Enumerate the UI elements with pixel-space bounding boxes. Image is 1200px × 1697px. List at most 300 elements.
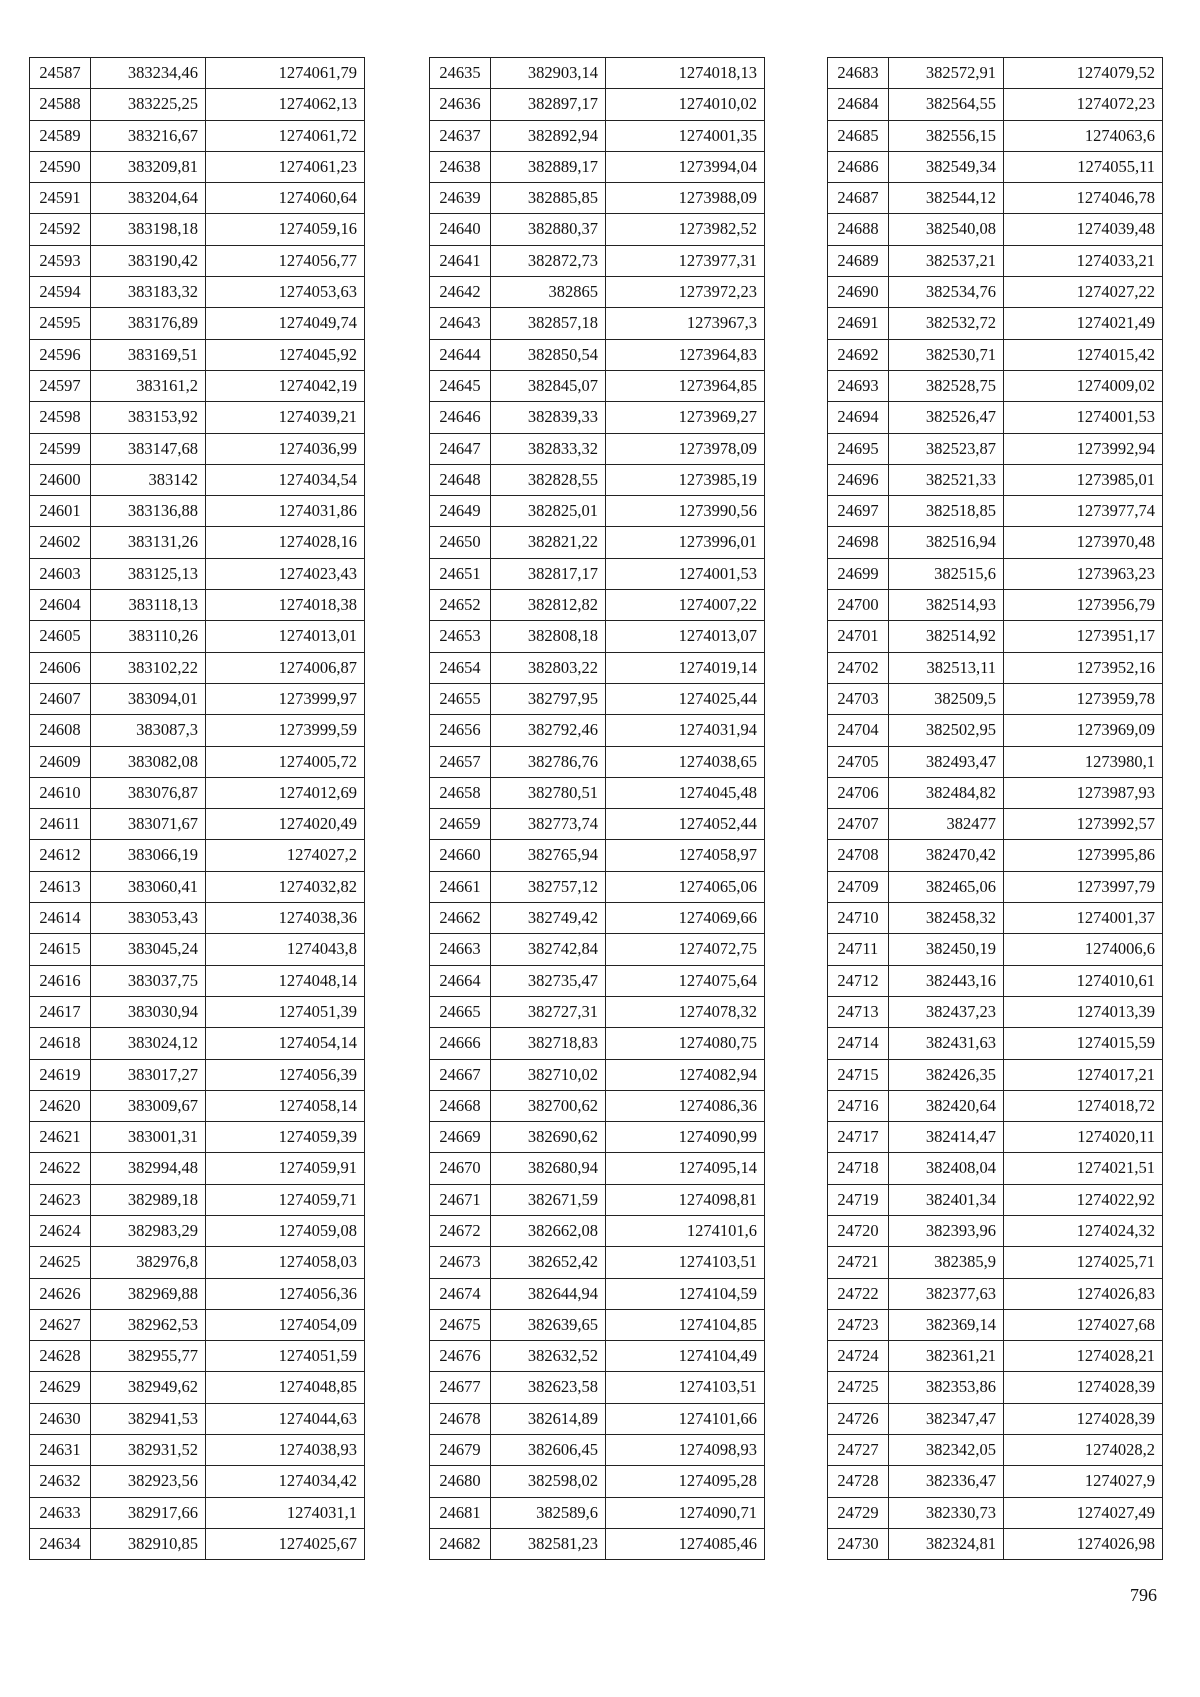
x-coordinate-cell: 382880,37 bbox=[491, 214, 606, 245]
point-number-cell: 24611 bbox=[30, 809, 91, 840]
table-row bbox=[430, 339, 765, 370]
x-coordinate-cell: 382437,23 bbox=[889, 996, 1004, 1027]
table-row bbox=[430, 621, 765, 652]
table-row bbox=[430, 777, 765, 808]
table-row bbox=[30, 1059, 365, 1090]
point-number-cell: 24595 bbox=[30, 308, 91, 339]
table-row bbox=[828, 464, 1163, 495]
x-coordinate-cell: 382889,17 bbox=[491, 151, 606, 182]
x-coordinate-cell: 383136,88 bbox=[91, 496, 206, 527]
x-coordinate-cell: 382534,76 bbox=[889, 277, 1004, 308]
point-number-cell: 24674 bbox=[430, 1278, 491, 1309]
point-number-cell: 24704 bbox=[828, 715, 889, 746]
table-row bbox=[30, 777, 365, 808]
y-coordinate-cell: 1273977,31 bbox=[606, 245, 765, 276]
y-coordinate-cell: 1274080,75 bbox=[606, 1028, 765, 1059]
table-row bbox=[828, 871, 1163, 902]
table-row bbox=[30, 245, 365, 276]
y-coordinate-cell: 1273985,01 bbox=[1004, 464, 1163, 495]
y-coordinate-cell: 1274001,37 bbox=[1004, 903, 1163, 934]
table-row bbox=[430, 1497, 765, 1528]
table-row bbox=[828, 1497, 1163, 1528]
x-coordinate-cell: 383037,75 bbox=[91, 965, 206, 996]
point-number-cell: 24602 bbox=[30, 527, 91, 558]
point-number-cell: 24687 bbox=[828, 183, 889, 214]
table-row bbox=[828, 527, 1163, 558]
point-number-cell: 24667 bbox=[430, 1059, 491, 1090]
x-coordinate-cell: 382644,94 bbox=[491, 1278, 606, 1309]
y-coordinate-cell: 1274013,39 bbox=[1004, 996, 1163, 1027]
point-number-cell: 24605 bbox=[30, 621, 91, 652]
x-coordinate-cell: 382839,33 bbox=[491, 402, 606, 433]
table-row bbox=[30, 840, 365, 871]
y-coordinate-cell: 1274059,91 bbox=[206, 1153, 365, 1184]
table-row bbox=[30, 1122, 365, 1153]
x-coordinate-cell: 382330,73 bbox=[889, 1497, 1004, 1528]
y-coordinate-cell: 1274039,21 bbox=[206, 402, 365, 433]
x-coordinate-cell: 383045,24 bbox=[91, 934, 206, 965]
point-number-cell: 24702 bbox=[828, 652, 889, 683]
point-number-cell: 24631 bbox=[30, 1435, 91, 1466]
y-coordinate-cell: 1274019,14 bbox=[606, 652, 765, 683]
coordinate-table-1 bbox=[29, 57, 365, 1560]
point-number-cell: 24720 bbox=[828, 1215, 889, 1246]
table-row bbox=[430, 402, 765, 433]
y-coordinate-cell: 1274044,63 bbox=[206, 1403, 365, 1434]
x-coordinate-cell: 382917,66 bbox=[91, 1497, 206, 1528]
table-row bbox=[430, 652, 765, 683]
x-coordinate-cell: 382426,35 bbox=[889, 1059, 1004, 1090]
x-coordinate-cell: 382514,92 bbox=[889, 621, 1004, 652]
x-coordinate-cell: 383131,26 bbox=[91, 527, 206, 558]
point-number-cell: 24679 bbox=[430, 1435, 491, 1466]
y-coordinate-cell: 1274059,71 bbox=[206, 1184, 365, 1215]
y-coordinate-cell: 1274020,11 bbox=[1004, 1122, 1163, 1153]
point-number-cell: 24623 bbox=[30, 1184, 91, 1215]
point-number-cell: 24663 bbox=[430, 934, 491, 965]
table-row bbox=[828, 1247, 1163, 1278]
table-row bbox=[430, 1247, 765, 1278]
table-row bbox=[430, 433, 765, 464]
table-row bbox=[30, 1372, 365, 1403]
y-coordinate-cell: 1274036,99 bbox=[206, 433, 365, 464]
y-coordinate-cell: 1274062,13 bbox=[206, 89, 365, 120]
table-row bbox=[30, 1278, 365, 1309]
x-coordinate-cell: 382544,12 bbox=[889, 183, 1004, 214]
x-coordinate-cell: 382385,9 bbox=[889, 1247, 1004, 1278]
table-row bbox=[430, 277, 765, 308]
table-row bbox=[430, 214, 765, 245]
table-row bbox=[30, 89, 365, 120]
table-row bbox=[30, 402, 365, 433]
point-number-cell: 24644 bbox=[430, 339, 491, 370]
y-coordinate-cell: 1274010,61 bbox=[1004, 965, 1163, 996]
x-coordinate-cell: 382377,63 bbox=[889, 1278, 1004, 1309]
table-row bbox=[828, 558, 1163, 589]
x-coordinate-cell: 382690,62 bbox=[491, 1122, 606, 1153]
x-coordinate-cell: 383071,67 bbox=[91, 809, 206, 840]
table-row bbox=[30, 996, 365, 1027]
x-coordinate-cell: 383060,41 bbox=[91, 871, 206, 902]
point-number-cell: 24607 bbox=[30, 683, 91, 714]
x-coordinate-cell: 382652,42 bbox=[491, 1247, 606, 1278]
point-number-cell: 24591 bbox=[30, 183, 91, 214]
table-row bbox=[828, 590, 1163, 621]
x-coordinate-cell: 383169,51 bbox=[91, 339, 206, 370]
table-row bbox=[430, 746, 765, 777]
x-coordinate-cell: 382803,22 bbox=[491, 652, 606, 683]
point-number-cell: 24633 bbox=[30, 1497, 91, 1528]
table-row bbox=[828, 652, 1163, 683]
y-coordinate-cell: 1274039,48 bbox=[1004, 214, 1163, 245]
x-coordinate-cell: 382598,02 bbox=[491, 1466, 606, 1497]
y-coordinate-cell: 1273992,94 bbox=[1004, 433, 1163, 464]
y-coordinate-cell: 1274054,14 bbox=[206, 1028, 365, 1059]
y-coordinate-cell: 1274078,32 bbox=[606, 996, 765, 1027]
table-row bbox=[430, 715, 765, 746]
y-coordinate-cell: 1274059,08 bbox=[206, 1215, 365, 1246]
y-coordinate-cell: 1274052,44 bbox=[606, 809, 765, 840]
y-coordinate-cell: 1274043,8 bbox=[206, 934, 365, 965]
table-row bbox=[828, 934, 1163, 965]
y-coordinate-cell: 1274006,87 bbox=[206, 652, 365, 683]
table-row bbox=[30, 464, 365, 495]
x-coordinate-cell: 382606,45 bbox=[491, 1435, 606, 1466]
y-coordinate-cell: 1274012,69 bbox=[206, 777, 365, 808]
x-coordinate-cell: 382710,02 bbox=[491, 1059, 606, 1090]
table-row bbox=[430, 245, 765, 276]
y-coordinate-cell: 1273972,23 bbox=[606, 277, 765, 308]
y-coordinate-cell: 1274056,39 bbox=[206, 1059, 365, 1090]
table-row bbox=[828, 183, 1163, 214]
point-number-cell: 24634 bbox=[30, 1528, 91, 1559]
x-coordinate-cell: 382572,91 bbox=[889, 58, 1004, 89]
table-row bbox=[430, 1435, 765, 1466]
table-row bbox=[30, 1184, 365, 1215]
table-row bbox=[30, 58, 365, 89]
table-row bbox=[828, 1153, 1163, 1184]
point-number-cell: 24651 bbox=[430, 558, 491, 589]
x-coordinate-cell: 382353,86 bbox=[889, 1372, 1004, 1403]
point-number-cell: 24645 bbox=[430, 370, 491, 401]
point-number-cell: 24697 bbox=[828, 496, 889, 527]
table-row bbox=[828, 1372, 1163, 1403]
table-row bbox=[30, 558, 365, 589]
x-coordinate-cell: 383017,27 bbox=[91, 1059, 206, 1090]
x-coordinate-cell: 382477 bbox=[889, 809, 1004, 840]
y-coordinate-cell: 1273969,27 bbox=[606, 402, 765, 433]
point-number-cell: 24627 bbox=[30, 1309, 91, 1340]
y-coordinate-cell: 1274061,23 bbox=[206, 151, 365, 182]
table-row bbox=[430, 183, 765, 214]
table-row bbox=[30, 1403, 365, 1434]
point-number-cell: 24592 bbox=[30, 214, 91, 245]
x-coordinate-cell: 383204,64 bbox=[91, 183, 206, 214]
y-coordinate-cell: 1274015,42 bbox=[1004, 339, 1163, 370]
x-coordinate-cell: 382516,94 bbox=[889, 527, 1004, 558]
y-coordinate-cell: 1274028,16 bbox=[206, 527, 365, 558]
table-row bbox=[828, 1184, 1163, 1215]
y-coordinate-cell: 1273982,52 bbox=[606, 214, 765, 245]
x-coordinate-cell: 382521,33 bbox=[889, 464, 1004, 495]
point-number-cell: 24710 bbox=[828, 903, 889, 934]
x-coordinate-cell: 382955,77 bbox=[91, 1341, 206, 1372]
y-coordinate-cell: 1274095,14 bbox=[606, 1153, 765, 1184]
y-coordinate-cell: 1274022,92 bbox=[1004, 1184, 1163, 1215]
y-coordinate-cell: 1273952,16 bbox=[1004, 652, 1163, 683]
y-coordinate-cell: 1273951,17 bbox=[1004, 621, 1163, 652]
table-row bbox=[828, 683, 1163, 714]
y-coordinate-cell: 1274104,59 bbox=[606, 1278, 765, 1309]
y-coordinate-cell: 1274098,81 bbox=[606, 1184, 765, 1215]
point-number-cell: 24653 bbox=[430, 621, 491, 652]
table-row bbox=[30, 621, 365, 652]
x-coordinate-cell: 383153,92 bbox=[91, 402, 206, 433]
x-coordinate-cell: 382556,15 bbox=[889, 120, 1004, 151]
point-number-cell: 24681 bbox=[430, 1497, 491, 1528]
table-row bbox=[30, 120, 365, 151]
y-coordinate-cell: 1274026,98 bbox=[1004, 1528, 1163, 1559]
point-number-cell: 24600 bbox=[30, 464, 91, 495]
coordinate-tables bbox=[0, 57, 1200, 1557]
x-coordinate-cell: 382833,32 bbox=[491, 433, 606, 464]
point-number-cell: 24616 bbox=[30, 965, 91, 996]
x-coordinate-cell: 382465,06 bbox=[889, 871, 1004, 902]
x-coordinate-cell: 382484,82 bbox=[889, 777, 1004, 808]
y-coordinate-cell: 1274049,74 bbox=[206, 308, 365, 339]
y-coordinate-cell: 1274061,72 bbox=[206, 120, 365, 151]
y-coordinate-cell: 1273996,01 bbox=[606, 527, 765, 558]
y-coordinate-cell: 1274027,49 bbox=[1004, 1497, 1163, 1528]
table-row bbox=[828, 339, 1163, 370]
table-row bbox=[828, 1403, 1163, 1434]
x-coordinate-cell: 382623,58 bbox=[491, 1372, 606, 1403]
x-coordinate-cell: 382564,55 bbox=[889, 89, 1004, 120]
table-row bbox=[430, 934, 765, 965]
table-row bbox=[430, 464, 765, 495]
point-number-cell: 24711 bbox=[828, 934, 889, 965]
y-coordinate-cell: 1274001,53 bbox=[606, 558, 765, 589]
point-number-cell: 24666 bbox=[430, 1028, 491, 1059]
x-coordinate-cell: 382976,8 bbox=[91, 1247, 206, 1278]
y-coordinate-cell: 1273987,93 bbox=[1004, 777, 1163, 808]
point-number-cell: 24655 bbox=[430, 683, 491, 714]
y-coordinate-cell: 1273967,3 bbox=[606, 308, 765, 339]
y-coordinate-cell: 1274069,66 bbox=[606, 903, 765, 934]
point-number-cell: 24588 bbox=[30, 89, 91, 120]
point-number-cell: 24610 bbox=[30, 777, 91, 808]
table-row bbox=[828, 1122, 1163, 1153]
table-row bbox=[828, 1435, 1163, 1466]
point-number-cell: 24662 bbox=[430, 903, 491, 934]
point-number-cell: 24696 bbox=[828, 464, 889, 495]
y-coordinate-cell: 1273969,09 bbox=[1004, 715, 1163, 746]
table-row bbox=[828, 840, 1163, 871]
table-row bbox=[828, 715, 1163, 746]
table-row bbox=[30, 339, 365, 370]
table-row bbox=[430, 308, 765, 339]
point-number-cell: 24672 bbox=[430, 1215, 491, 1246]
table-row bbox=[30, 370, 365, 401]
table-row bbox=[30, 903, 365, 934]
y-coordinate-cell: 1274045,92 bbox=[206, 339, 365, 370]
y-coordinate-cell: 1274103,51 bbox=[606, 1247, 765, 1278]
table-row bbox=[30, 1215, 365, 1246]
x-coordinate-cell: 383024,12 bbox=[91, 1028, 206, 1059]
table-row bbox=[430, 1466, 765, 1497]
y-coordinate-cell: 1273988,09 bbox=[606, 183, 765, 214]
point-number-cell: 24617 bbox=[30, 996, 91, 1027]
x-coordinate-cell: 382581,23 bbox=[491, 1528, 606, 1559]
table-row bbox=[430, 590, 765, 621]
x-coordinate-cell: 383053,43 bbox=[91, 903, 206, 934]
point-number-cell: 24719 bbox=[828, 1184, 889, 1215]
table-row bbox=[430, 1278, 765, 1309]
table-row bbox=[828, 996, 1163, 1027]
x-coordinate-cell: 382324,81 bbox=[889, 1528, 1004, 1559]
table-row bbox=[430, 151, 765, 182]
x-coordinate-cell: 382857,18 bbox=[491, 308, 606, 339]
table-row bbox=[430, 1372, 765, 1403]
x-coordinate-cell: 382493,47 bbox=[889, 746, 1004, 777]
point-number-cell: 24597 bbox=[30, 370, 91, 401]
y-coordinate-cell: 1274058,97 bbox=[606, 840, 765, 871]
y-coordinate-cell: 1273992,57 bbox=[1004, 809, 1163, 840]
x-coordinate-cell: 383110,26 bbox=[91, 621, 206, 652]
point-number-cell: 24649 bbox=[430, 496, 491, 527]
x-coordinate-cell: 383183,32 bbox=[91, 277, 206, 308]
x-coordinate-cell: 382549,34 bbox=[889, 151, 1004, 182]
x-coordinate-cell: 382749,42 bbox=[491, 903, 606, 934]
x-coordinate-cell: 382336,47 bbox=[889, 1466, 1004, 1497]
point-number-cell: 24688 bbox=[828, 214, 889, 245]
x-coordinate-cell: 383147,68 bbox=[91, 433, 206, 464]
x-coordinate-cell: 382420,64 bbox=[889, 1090, 1004, 1121]
point-number-cell: 24713 bbox=[828, 996, 889, 1027]
x-coordinate-cell: 382892,94 bbox=[491, 120, 606, 151]
y-coordinate-cell: 1274059,39 bbox=[206, 1122, 365, 1153]
x-coordinate-cell: 382850,54 bbox=[491, 339, 606, 370]
point-number-cell: 24675 bbox=[430, 1309, 491, 1340]
point-number-cell: 24661 bbox=[430, 871, 491, 902]
point-number-cell: 24703 bbox=[828, 683, 889, 714]
point-number-cell: 24670 bbox=[430, 1153, 491, 1184]
table-row bbox=[30, 1435, 365, 1466]
point-number-cell: 24656 bbox=[430, 715, 491, 746]
table-row bbox=[430, 903, 765, 934]
x-coordinate-cell: 382941,53 bbox=[91, 1403, 206, 1434]
y-coordinate-cell: 1274072,75 bbox=[606, 934, 765, 965]
point-number-cell: 24712 bbox=[828, 965, 889, 996]
table-row bbox=[828, 214, 1163, 245]
x-coordinate-cell: 382532,72 bbox=[889, 308, 1004, 339]
table-row bbox=[430, 1528, 765, 1559]
table-row bbox=[30, 527, 365, 558]
x-coordinate-cell: 382828,55 bbox=[491, 464, 606, 495]
table-row bbox=[30, 1497, 365, 1528]
point-number-cell: 24680 bbox=[430, 1466, 491, 1497]
y-coordinate-cell: 1273997,79 bbox=[1004, 871, 1163, 902]
x-coordinate-cell: 382530,71 bbox=[889, 339, 1004, 370]
table-row bbox=[828, 746, 1163, 777]
y-coordinate-cell: 1274056,36 bbox=[206, 1278, 365, 1309]
x-coordinate-cell: 382757,12 bbox=[491, 871, 606, 902]
y-coordinate-cell: 1274075,64 bbox=[606, 965, 765, 996]
y-coordinate-cell: 1273999,97 bbox=[206, 683, 365, 714]
y-coordinate-cell: 1274056,77 bbox=[206, 245, 365, 276]
point-number-cell: 24648 bbox=[430, 464, 491, 495]
y-coordinate-cell: 1273956,79 bbox=[1004, 590, 1163, 621]
y-coordinate-cell: 1274023,43 bbox=[206, 558, 365, 589]
point-number-cell: 24609 bbox=[30, 746, 91, 777]
y-coordinate-cell: 1274028,2 bbox=[1004, 1435, 1163, 1466]
y-coordinate-cell: 1274095,28 bbox=[606, 1466, 765, 1497]
y-coordinate-cell: 1274013,01 bbox=[206, 621, 365, 652]
x-coordinate-cell: 382632,52 bbox=[491, 1341, 606, 1372]
x-coordinate-cell: 383225,25 bbox=[91, 89, 206, 120]
x-coordinate-cell: 382450,19 bbox=[889, 934, 1004, 965]
point-number-cell: 24658 bbox=[430, 777, 491, 808]
x-coordinate-cell: 382540,08 bbox=[889, 214, 1004, 245]
x-coordinate-cell: 382408,04 bbox=[889, 1153, 1004, 1184]
table-row bbox=[30, 746, 365, 777]
y-coordinate-cell: 1274085,46 bbox=[606, 1528, 765, 1559]
point-number-cell: 24705 bbox=[828, 746, 889, 777]
point-number-cell: 24683 bbox=[828, 58, 889, 89]
y-coordinate-cell: 1274065,06 bbox=[606, 871, 765, 902]
table-row bbox=[430, 965, 765, 996]
y-coordinate-cell: 1274072,23 bbox=[1004, 89, 1163, 120]
y-coordinate-cell: 1274027,22 bbox=[1004, 277, 1163, 308]
x-coordinate-cell: 382361,21 bbox=[889, 1341, 1004, 1372]
x-coordinate-cell: 382662,08 bbox=[491, 1215, 606, 1246]
table-row bbox=[30, 496, 365, 527]
y-coordinate-cell: 1274051,39 bbox=[206, 996, 365, 1027]
point-number-cell: 24700 bbox=[828, 590, 889, 621]
x-coordinate-cell: 383102,22 bbox=[91, 652, 206, 683]
x-coordinate-cell: 382470,42 bbox=[889, 840, 1004, 871]
y-coordinate-cell: 1274053,63 bbox=[206, 277, 365, 308]
x-coordinate-cell: 382825,01 bbox=[491, 496, 606, 527]
point-number-cell: 24693 bbox=[828, 370, 889, 401]
y-coordinate-cell: 1274028,21 bbox=[1004, 1341, 1163, 1372]
x-coordinate-cell: 382845,07 bbox=[491, 370, 606, 401]
x-coordinate-cell: 383190,42 bbox=[91, 245, 206, 276]
x-coordinate-cell: 382513,11 bbox=[889, 652, 1004, 683]
x-coordinate-cell: 382797,95 bbox=[491, 683, 606, 714]
point-number-cell: 24630 bbox=[30, 1403, 91, 1434]
point-number-cell: 24728 bbox=[828, 1466, 889, 1497]
y-coordinate-cell: 1274038,93 bbox=[206, 1435, 365, 1466]
table-row bbox=[30, 934, 365, 965]
table-row bbox=[430, 1403, 765, 1434]
point-number-cell: 24690 bbox=[828, 277, 889, 308]
y-coordinate-cell: 1273963,23 bbox=[1004, 558, 1163, 589]
x-coordinate-cell: 382639,65 bbox=[491, 1309, 606, 1340]
point-number-cell: 24715 bbox=[828, 1059, 889, 1090]
point-number-cell: 24628 bbox=[30, 1341, 91, 1372]
x-coordinate-cell: 382443,16 bbox=[889, 965, 1004, 996]
point-number-cell: 24692 bbox=[828, 339, 889, 370]
table-row bbox=[430, 370, 765, 401]
y-coordinate-cell: 1273999,59 bbox=[206, 715, 365, 746]
y-coordinate-cell: 1274101,66 bbox=[606, 1403, 765, 1434]
x-coordinate-cell: 383066,19 bbox=[91, 840, 206, 871]
point-number-cell: 24716 bbox=[828, 1090, 889, 1121]
table-row bbox=[30, 1028, 365, 1059]
y-coordinate-cell: 1274046,78 bbox=[1004, 183, 1163, 214]
x-coordinate-cell: 382509,5 bbox=[889, 683, 1004, 714]
